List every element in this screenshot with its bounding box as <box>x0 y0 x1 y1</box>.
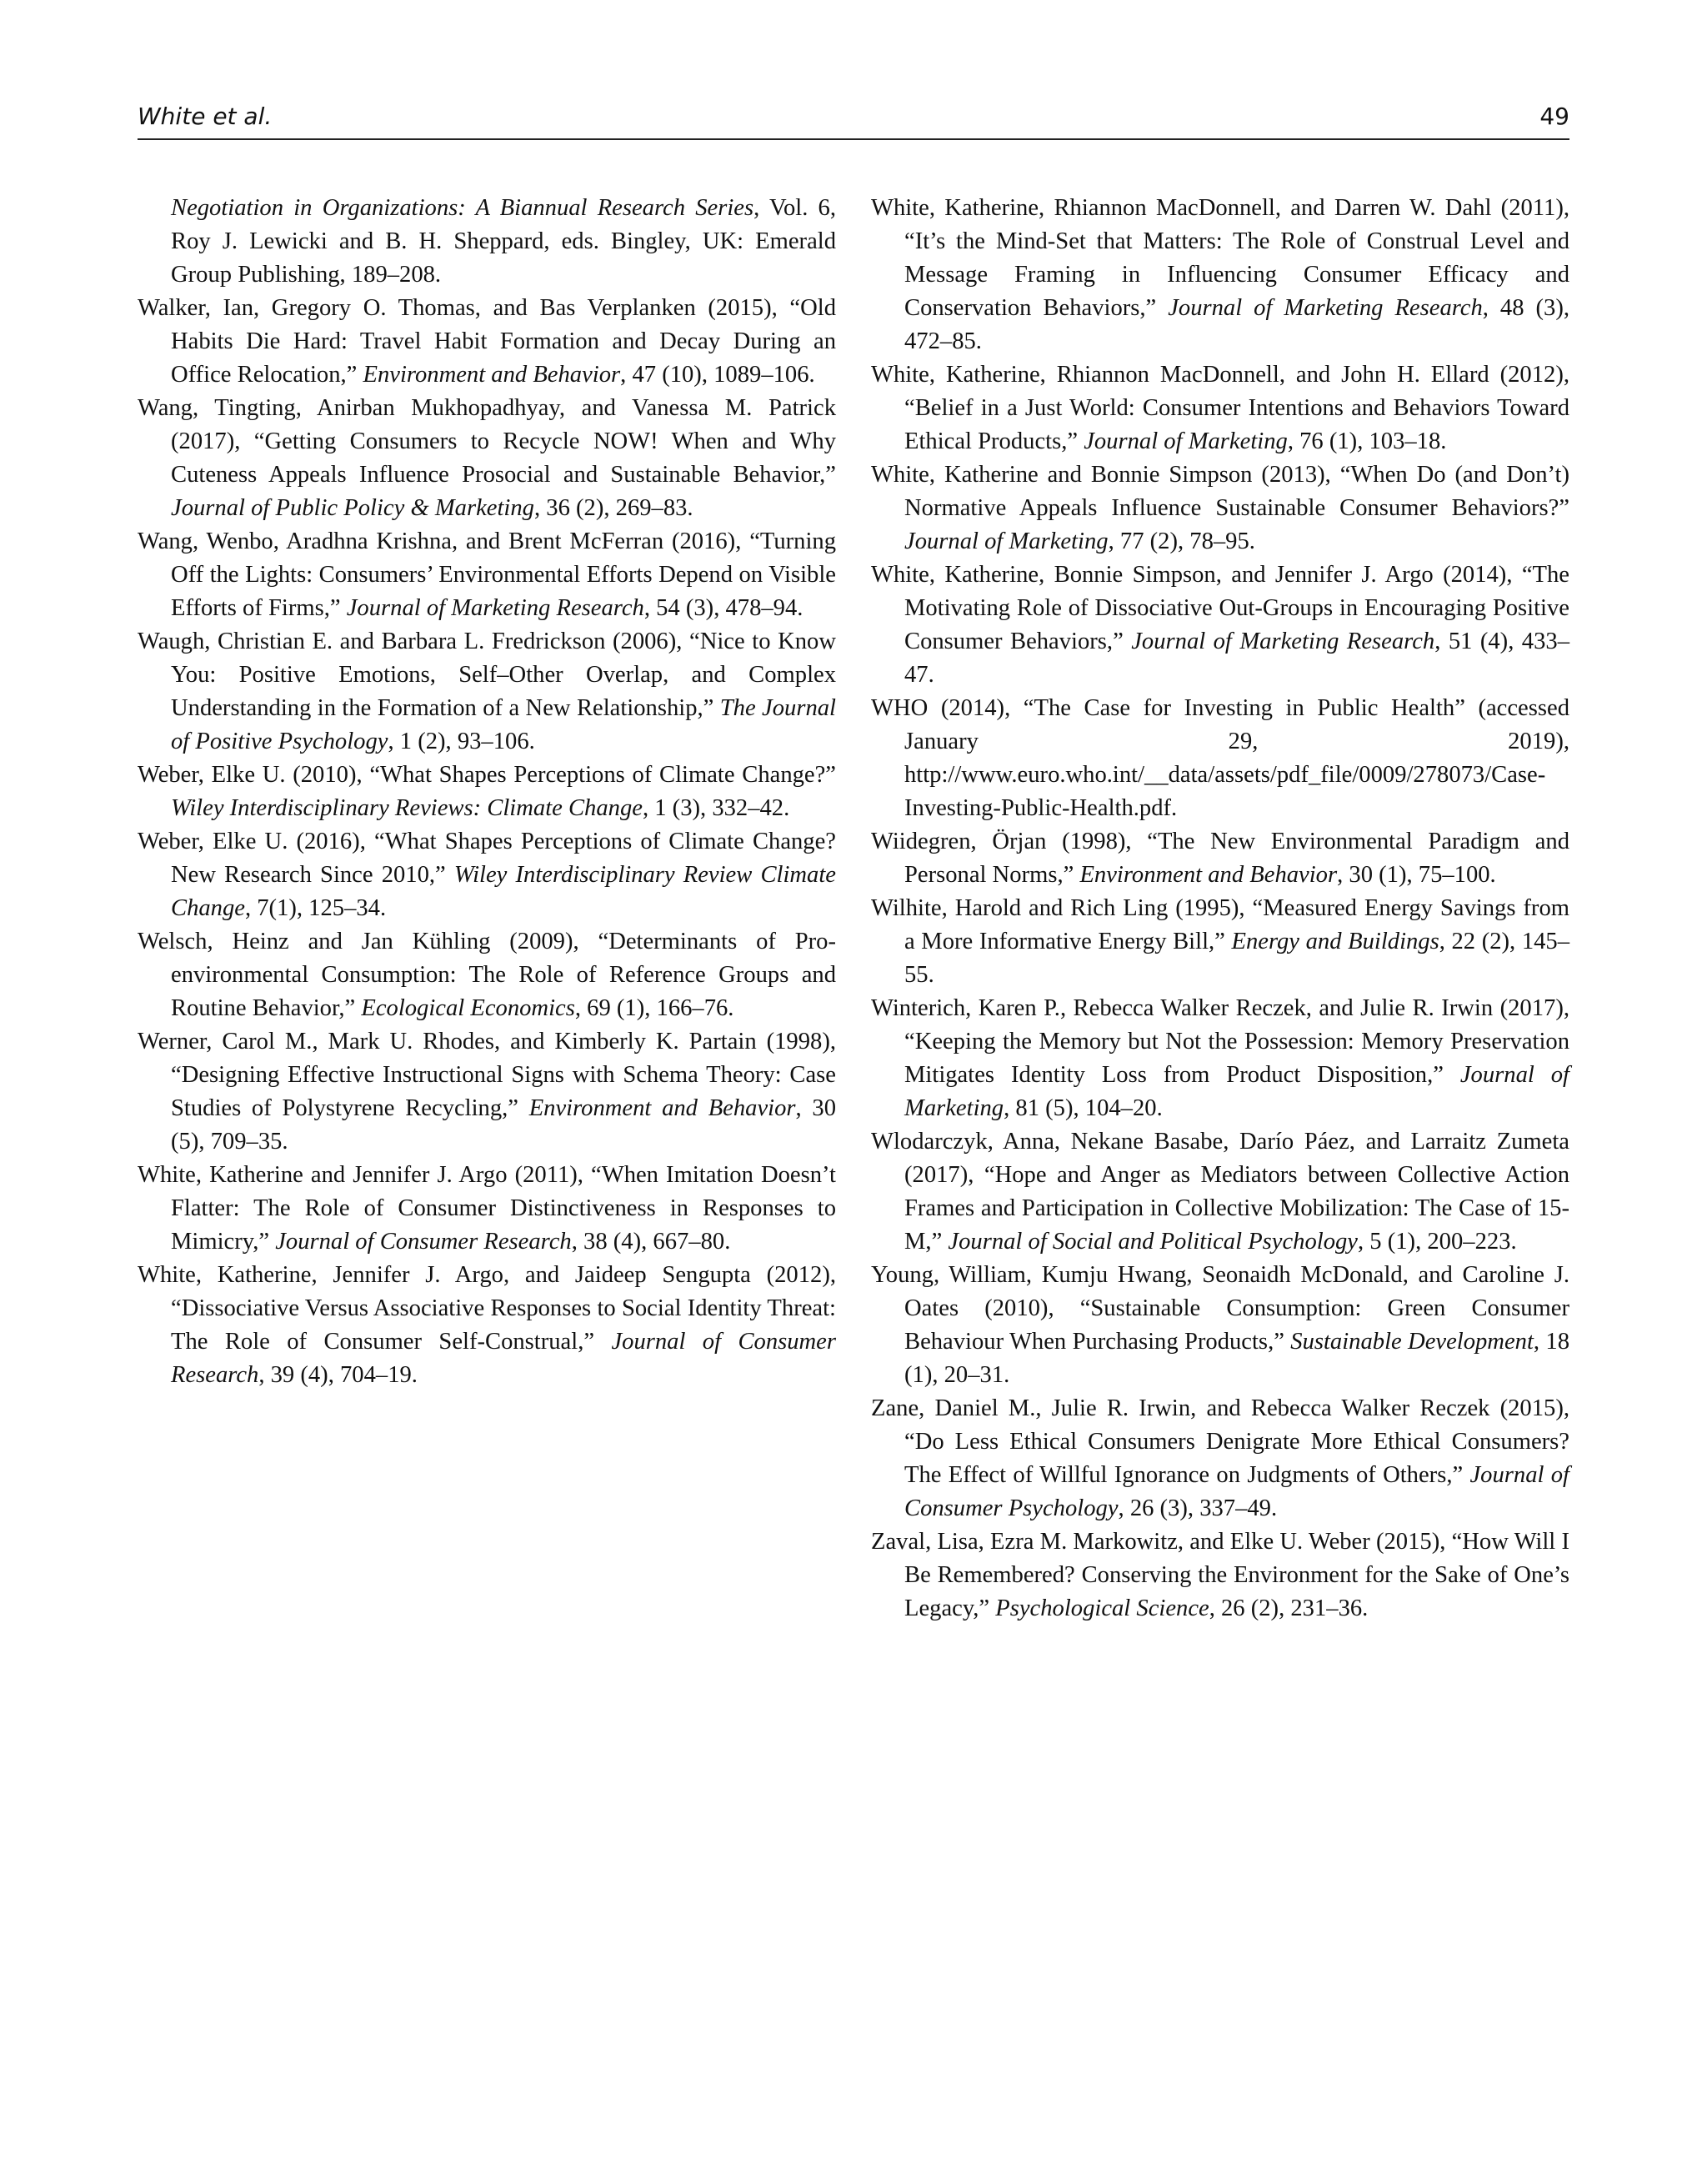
reference-entry <box>871 992 1569 1125</box>
reference-journal-title: Journal of Marketing <box>904 1062 1569 1121</box>
reference-text: , 5 (1), 200–223. <box>1358 1229 1517 1255</box>
reference-journal-title: The Journal of Positive Psychology <box>171 695 836 754</box>
reference-text: , 38 (4), 667–80. <box>571 1229 731 1255</box>
reference-journal-title: Environment and Behavior <box>528 1095 796 1121</box>
reference-journal-title: Wiley Interdisciplinary Reviews: Climate Change <box>171 795 643 821</box>
reference-text: Welsch, Heinz and Jan Kühling (2009), “Determinants of Pro-environmental Consumption: The Role of Reference Groups and Routine Behavior,” <box>138 929 836 1021</box>
reference-journal-title: Wiley Interdisciplinary Review Climate Change <box>171 862 836 921</box>
reference-text: Werner, Carol M., Mark U. Rhodes, and Kimberly K. Partain (1998), “Designing Effective Instructional Signs with Schema Theory: Case Studies of Polystyrene Recycling,” <box>138 1029 836 1121</box>
reference-journal-title: Ecological Economics <box>361 995 575 1021</box>
reference-entry <box>871 1125 1569 1259</box>
reference-journal-title: Journal of Marketing <box>1084 428 1288 454</box>
reference-text: Zane, Daniel M., Julie R. Irwin, and Rebecca Walker Reczek (2015), “Do Less Ethical Consumers Denigrate More Ethical Consumers? The Effect of Willful Ignorance on Judgments of Others,” <box>871 1395 1569 1488</box>
reference-journal-title: Psychological Science <box>995 1595 1209 1621</box>
reference-entry <box>871 458 1569 559</box>
reference-text: , Vol. 6, Roy J. Lewicki and B. H. Sheppard, eds. Bingley, UK: Emerald Group Publishing, 189–208. <box>171 195 836 288</box>
reference-text: White, Katherine and Bonnie Simpson (2013), “When Do (and Don’t) Normative Appeals Influence Sustainable Consumer Behaviors?” <box>871 462 1569 521</box>
reference-text: White, Katherine, Jennifer J. Argo, and Jaideep Sengupta (2012), “Dissociative Versus Associative Responses to Social Identity Threat: The Role of Consumer Self-Construal,” <box>138 1262 836 1355</box>
reference-entry <box>871 1259 1569 1392</box>
reference-entry <box>871 559 1569 692</box>
reference-column-right <box>871 192 1569 1625</box>
reference-text: , 1 (2), 93–106. <box>388 729 535 754</box>
reference-url-link[interactable]: http://www.euro.who.int/__data/assets/pdf_file/0009/278073/Case-Investing-Public-Health.pdf <box>904 762 1546 821</box>
running-header <box>138 98 1569 140</box>
reference-entry <box>871 892 1569 992</box>
reference-text: White, Katherine, Rhiannon MacDonnell, and John H. Ellard (2012), “Belief in a Just World: Consumer Intentions and Behaviors Toward Ethical Products,” <box>871 362 1569 454</box>
reference-text: White, Katherine, Rhiannon MacDonnell, and Darren W. Dahl (2011), “It’s the Mind-Set that Matters: The Role of Construal Level and Message Framing in Influencing Consumer Efficacy and Conservation Behaviors,” <box>871 195 1569 321</box>
reference-text: Wang, Tingting, Anirban Mukhopadhyay, and Vanessa M. Patrick (2017), “Getting Consumers to Recycle NOW! When and Why Cuteness Appeals Influence Prosocial and Sustainable Behavior,” <box>138 395 836 488</box>
reference-text: , 39 (4), 704–19. <box>258 1362 418 1388</box>
reference-text: Wlodarczyk, Anna, Nekane Basabe, Darío Páez, and Larraitz Zumeta (2017), “Hope and Anger as Mediators between Collective Action Frames and Participation in Collective Mobilization: The Case of 15-M,” <box>871 1129 1569 1255</box>
reference-entry <box>138 192 836 292</box>
reference-journal-title: Journal of Marketing Research <box>1168 295 1483 321</box>
reference-text: , 48 (3), 472–85. <box>904 295 1569 354</box>
reference-journal-title: Journal of Public Policy & Marketing <box>171 495 534 521</box>
reference-text: Wiidegren, Örjan (1998), “The New Environmental Paradigm and Personal Norms,” <box>871 829 1569 888</box>
reference-text: Weber, Elke U. (2016), “What Shapes Perceptions of Climate Change? New Research Since 2010,” <box>138 829 836 888</box>
reference-journal-title: Environment and Behavior <box>363 362 621 388</box>
reference-text: , 77 (2), 78–95. <box>1108 528 1255 554</box>
reference-entry <box>138 525 836 625</box>
reference-text: , 18 (1), 20–31. <box>904 1329 1569 1388</box>
reference-journal-title: Environment and Behavior <box>1079 862 1338 888</box>
reference-text: Wang, Wenbo, Aradhna Krishna, and Brent McFerran (2016), “Turning Off the Lights: Consumers’ Environmental Efforts Depend on Visible Efforts of Firms,” <box>138 528 836 621</box>
reference-text: Weber, Elke U. (2010), “What Shapes Perceptions of Climate Change?” <box>138 762 836 788</box>
reference-text: White, Katherine and Jennifer J. Argo (2011), “When Imitation Doesn’t Flatter: The Role of Consumer Distinctiveness in Responses to Mimicry,” <box>138 1162 836 1255</box>
reference-journal-title: Journal of Social and Political Psychology <box>948 1229 1358 1255</box>
reference-entry <box>138 1159 836 1259</box>
reference-text: , 30 (1), 75–100. <box>1337 862 1496 888</box>
reference-text: , 54 (3), 478–94. <box>643 595 803 621</box>
reference-text: , 51 (4), 433–47. <box>904 629 1569 688</box>
reference-entry <box>871 1392 1569 1525</box>
reference-text: White, Katherine, Bonnie Simpson, and Jennifer J. Argo (2014), “The Motivating Role of Dissociative Out-Groups in Encouraging Positive Consumer Behaviors,” <box>871 562 1569 654</box>
reference-text: , 7(1), 125–34. <box>244 895 387 921</box>
reference-entry <box>871 192 1569 358</box>
reference-text: Young, William, Kumju Hwang, Seonaidh McDonald, and Caroline J. Oates (2010), “Sustainable Consumption: Green Consumer Behaviour When Purchasing Products,” <box>871 1262 1569 1355</box>
reference-entry <box>138 392 836 525</box>
reference-journal-title: Journal of Consumer Psychology <box>904 1462 1569 1521</box>
page-number: 49 <box>1539 103 1569 130</box>
reference-entry <box>138 825 836 925</box>
reference-text: . <box>1171 795 1178 821</box>
reference-text: Waugh, Christian E. and Barbara L. Fredrickson (2006), “Nice to Know You: Positive Emotions, Self–Other Overlap, and Complex Understanding in the Formation of a New Relationship,” <box>138 629 836 721</box>
reference-entry <box>138 292 836 392</box>
reference-entry <box>138 1025 836 1159</box>
reference-text: , 26 (3), 337–49. <box>1118 1495 1278 1521</box>
running-author: White et al. <box>138 103 273 130</box>
reference-text: , 81 (5), 104–20. <box>1004 1095 1163 1121</box>
reference-text: Zaval, Lisa, Ezra M. Markowitz, and Elke U. Weber (2015), “How Will I Be Remembered? Conserving the Environment for the Sake of One’s Legacy,” <box>871 1529 1569 1621</box>
reference-entry <box>871 692 1569 825</box>
reference-text: , 26 (2), 231–36. <box>1209 1595 1369 1621</box>
reference-journal-title: Journal of Marketing <box>904 528 1109 554</box>
reference-text: , 47 (10), 1089–106. <box>620 362 815 388</box>
reference-text: Walker, Ian, Gregory O. Thomas, and Bas Verplanken (2015), “Old Habits Die Hard: Travel Habit Formation and Decay During an Office Relocation,” <box>138 295 836 388</box>
reference-text: , 1 (3), 332–42. <box>642 795 790 821</box>
reference-text: , 22 (2), 145–55. <box>904 929 1570 988</box>
reference-entry <box>871 1525 1569 1625</box>
reference-journal-title: Journal of Marketing Research <box>346 595 644 621</box>
reference-entry <box>871 358 1569 458</box>
reference-entry <box>871 825 1569 892</box>
reference-journal-title: Journal of Consumer Research <box>275 1229 572 1255</box>
reference-entry <box>138 759 836 825</box>
reference-text: , 76 (1), 103–18. <box>1287 428 1447 454</box>
reference-text: , 30 (5), 709–35. <box>171 1095 837 1155</box>
reference-entry <box>138 1259 836 1392</box>
reference-text: WHO (2014), “The Case for Investing in Public Health” (accessed January 29, 2019), <box>871 695 1569 754</box>
reference-entry <box>138 925 836 1025</box>
reference-journal-title: Energy and Buildings <box>1231 929 1439 954</box>
reference-text: , 36 (2), 269–83. <box>533 495 693 521</box>
reference-column-left <box>138 192 836 1392</box>
reference-text: Wilhite, Harold and Rich Ling (1995), “Measured Energy Savings from a More Informative Energy Bill,” <box>871 895 1569 954</box>
reference-entry <box>138 625 836 759</box>
reference-text: Winterich, Karen P., Rebecca Walker Reczek, and Julie R. Irwin (2017), “Keeping the Memory but Not the Possession: Memory Preservation Mitigates Identity Loss from Product Disposition,” <box>871 995 1569 1088</box>
reference-journal-title: Sustainable Development <box>1290 1329 1534 1355</box>
reference-text: , 69 (1), 166–76. <box>574 995 734 1021</box>
reference-journal-title: Journal of Marketing Research <box>1131 629 1435 654</box>
reference-journal-title: Negotiation in Organizations: A Biannual Research Series <box>171 195 754 221</box>
reference-journal-title: Journal of Consumer Research <box>171 1329 837 1388</box>
